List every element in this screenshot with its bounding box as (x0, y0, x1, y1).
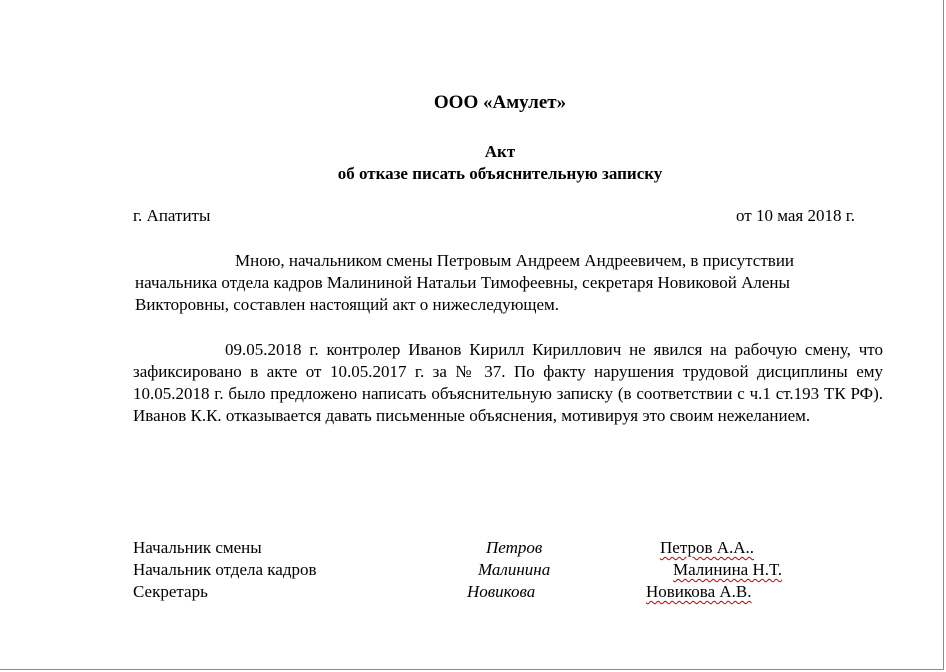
signature-role: Начальник отдела кадров (133, 560, 317, 579)
handwritten-signature: Малинина (478, 560, 551, 579)
paragraph2 (133, 339, 883, 427)
signature-role: Секретарь (133, 582, 208, 601)
paragraph1-line: начальника отдела кадров Малининой Натальи Тимофеевны, секретаря Новиковой Алены (135, 273, 790, 292)
document-city: г. Апатиты (133, 206, 211, 225)
signatory-name: Малинина Н.Т. (673, 560, 782, 579)
signatory-name: Петров А.А.. (660, 538, 755, 557)
handwritten-signature: Новикова (467, 582, 536, 601)
handwritten-signature: Петров (486, 538, 543, 557)
organization-name: ООО «Амулет» (433, 92, 567, 113)
signature-role: Начальник смены (133, 538, 262, 557)
document-subtitle: об отказе писать объяснительную записку (337, 164, 663, 183)
paragraph1-line: Мною, начальником смены Петровым Андреем Андреевичем, в присутствии (235, 251, 795, 270)
document-date: от 10 мая 2018 г. (736, 206, 856, 225)
signatory-name: Новикова А.В. (646, 582, 752, 601)
document-title: Акт (484, 142, 516, 161)
paragraph2-text: 09.05.2018 г. контролер Иванов Кирилл Кириллович не явился на рабочую смену, что зафиксировано в акте от 10.05.2017 г. за № 37. По факту нарушения трудовой дисциплины ему 10.05.2018 г. было предложено написать объяснительную записку (в соответствии с ч.1 ст.193 ТК РФ). Иванов К.К. отказывается давать письменные объяснения, мотивируя это своим нежеланием. (133, 340, 883, 425)
paragraph1-line: Викторовны, составлен настоящий акт о нижеследующем. (135, 295, 560, 314)
